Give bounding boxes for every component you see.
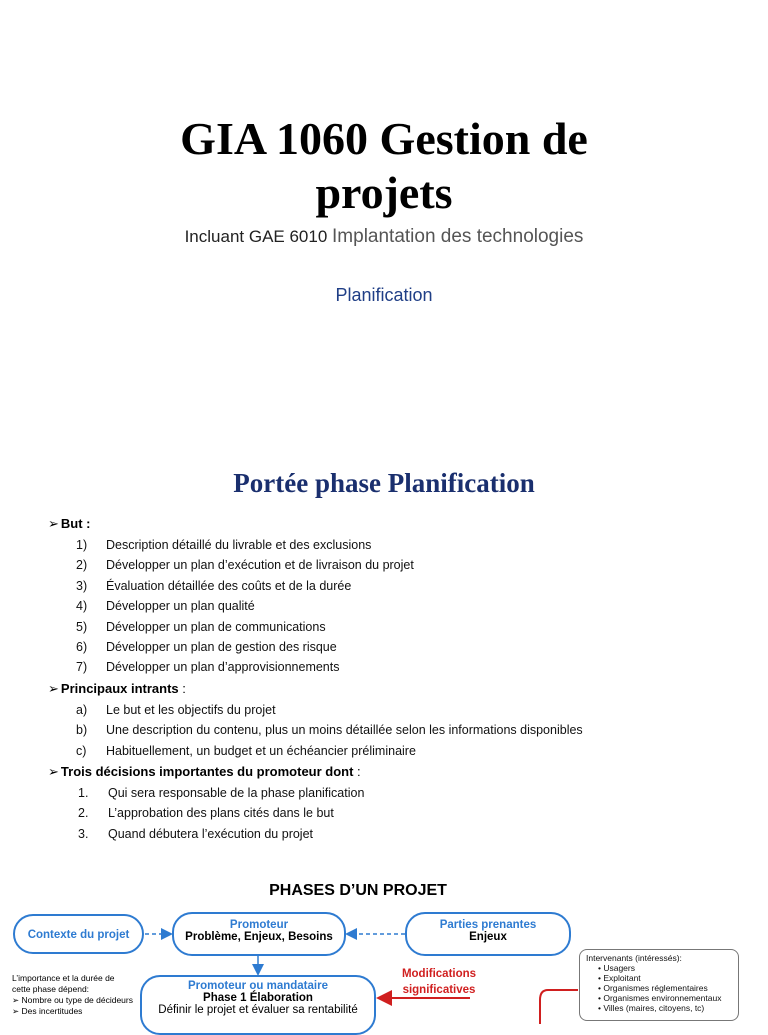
list-item — [78, 827, 718, 843]
list-item-number: c) — [76, 743, 87, 758]
slide-title-line2: projets — [315, 167, 453, 218]
modifications-label: Modifications significatives — [401, 968, 477, 996]
list-item — [76, 558, 716, 574]
list-item-text: Qui sera responsable de la phase planification — [108, 786, 365, 800]
intervenant-item: • Exploitant — [598, 973, 641, 983]
connector-intervenants — [540, 990, 578, 1024]
list-item-number: 7) — [76, 660, 88, 675]
phases-title: PHASES D’UN PROJET — [269, 882, 447, 899]
list-item-number: 2. — [78, 806, 89, 821]
subtitle-light: Implantation des technologies — [332, 226, 584, 247]
mandataire-box: Promoteur ou mandataire Phase 1 Élaboration Définir le projet et évaluer sa rentabilité — [140, 975, 376, 1035]
arrow-bullet-icon: ➢ — [48, 516, 59, 531]
side-note-item: ➢ Des incertitudes — [12, 1006, 83, 1016]
list-item-text: Développer un plan qualité — [106, 599, 255, 614]
but-label: But : — [60, 516, 91, 531]
list-item — [76, 579, 716, 595]
arrow-bullet-icon: ➢ — [48, 681, 59, 696]
intervenant-item: • Usagers — [598, 963, 635, 973]
list-item-number: 2) — [76, 558, 88, 573]
section-label: Planification — [335, 285, 433, 305]
list-item — [76, 640, 716, 656]
parties-prenantes-box: Parties prenantes Enjeux — [405, 912, 571, 956]
intervenant-item: • Villes (maires, citoyens, tc) — [598, 1003, 705, 1013]
list-item-text: Quand débutera l’exécution du projet — [108, 826, 314, 841]
list-item — [76, 599, 716, 615]
list-item-text: Évaluation détaillée des coûts et de la durée — [106, 578, 352, 593]
intervenants-box: Intervenants (intéressés): • Usagers • Exploitant • Organismes réglementaires • Organismes environnementaux • Villes (maires, citoyens, tc) — [579, 949, 739, 1021]
list-item-text: Le but et les objectifs du projet — [106, 703, 276, 717]
list-item — [76, 620, 716, 636]
decisions-heading: ➢ Trois décisions importantes du promoteur dont : — [48, 764, 361, 779]
but-heading — [48, 516, 91, 532]
intervenant-item: • Organismes environnementaux — [598, 993, 722, 1003]
list-item-text: Développer un plan de gestion des risque — [106, 640, 337, 654]
list-item-number: 3. — [78, 826, 89, 841]
promoteur-box: Promoteur Problème, Enjeux, Besoins — [172, 912, 346, 956]
list-item — [78, 806, 718, 822]
list-item-text: Développer un plan d’exécution et de livraison du projet — [106, 558, 414, 573]
subtitle-main: Incluant GAE 6010 — [184, 227, 333, 246]
list-item — [78, 786, 718, 802]
list-item-text: L’approbation des plans cités dans le but — [108, 806, 334, 821]
list-item-text: Description détaillé du livrable et des exclusions — [106, 538, 372, 552]
intrants-label: Principaux intrants — [60, 681, 179, 696]
side-note-item: ➢ Nombre ou type de décideurs — [12, 995, 133, 1005]
intervenant-item: • Organismes réglementaires — [598, 983, 708, 993]
list-item-text: Habituellement, un budget et un échéancier préliminaire — [106, 743, 416, 758]
slide-title — [0, 112, 768, 220]
list-item-number: 5) — [76, 619, 88, 634]
slide-subtitle — [0, 226, 768, 248]
list-item — [76, 660, 716, 676]
list-item-number: 1) — [76, 538, 88, 552]
slide-title-line1: GIA 1060 Gestion de — [180, 113, 588, 164]
scope-title: Portée phase Planification — [233, 468, 535, 498]
arrow-bullet-icon: ➢ — [48, 764, 59, 779]
list-item-number: a) — [76, 703, 88, 717]
decisions-label: Trois décisions importantes du promoteur dont — [60, 764, 354, 779]
list-item-number: 4) — [76, 599, 88, 614]
list-item-number: 1. — [78, 786, 89, 800]
intrants-heading: ➢ Principaux intrants : — [48, 681, 186, 696]
list-item-number: 3) — [76, 578, 88, 593]
contexte-box: Contexte du projet — [13, 914, 144, 954]
list-item — [76, 538, 716, 554]
list-item — [76, 744, 716, 760]
side-note: L’importance et la durée de cette phase dépend: ➢ Nombre ou type de décideurs ➢ Des incertitudes — [12, 973, 140, 1017]
list-item — [76, 703, 716, 719]
list-item-number: b) — [76, 723, 88, 738]
list-item — [76, 723, 716, 739]
list-item-text: Une description du contenu, plus un moins détaillée selon les informations disponibles — [106, 723, 583, 738]
list-item-number: 6) — [76, 640, 88, 654]
list-item-text: Développer un plan d’approvisionnements — [106, 660, 340, 675]
list-item-text: Développer un plan de communications — [106, 619, 326, 634]
